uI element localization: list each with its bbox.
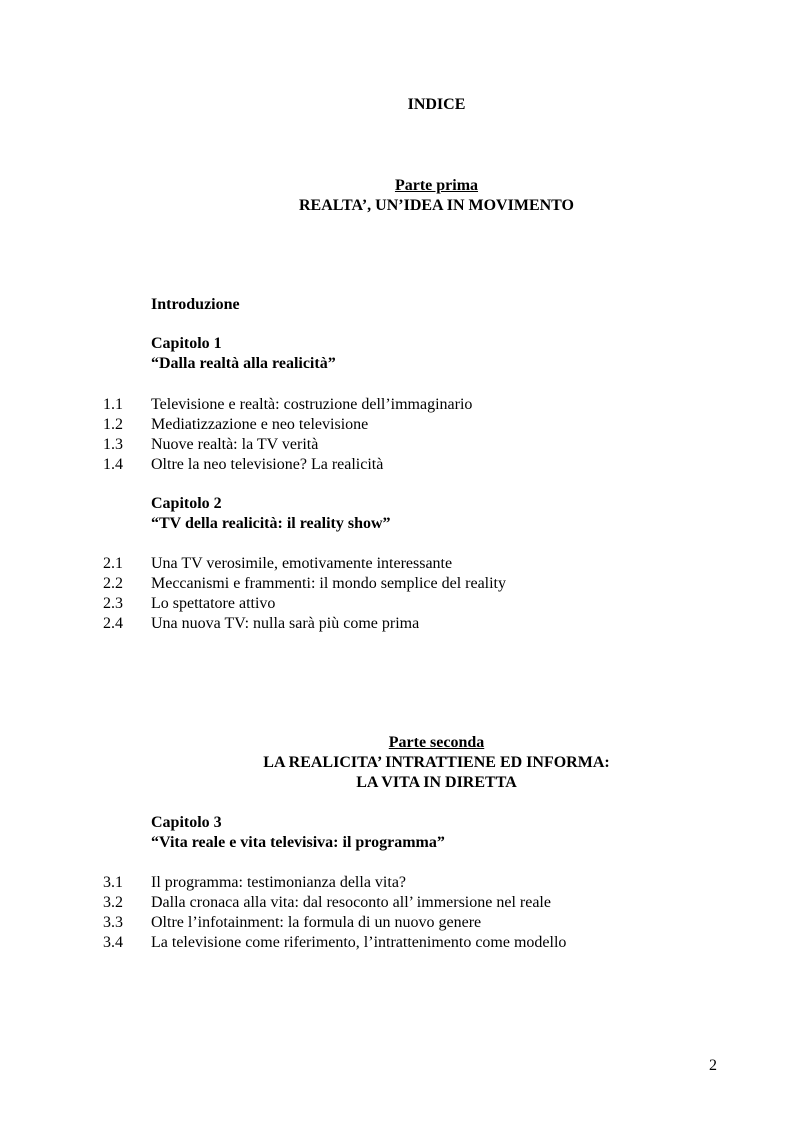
- index-title: INDICE: [407, 96, 466, 113]
- toc-entry: Meccanismi e frammenti: il mondo semplice del reality: [151, 575, 506, 592]
- part2-subtitle-line2: LA VITA IN DIRETTA: [356, 774, 517, 791]
- toc-number: 2.3: [103, 595, 123, 612]
- introduction-heading: Introduzione: [151, 296, 240, 313]
- chapter3-label: Capitolo 3: [151, 814, 222, 831]
- toc-number: 1.2: [103, 416, 123, 433]
- part2-subtitle-line1: LA REALICITA’ INTRATTIENE ED INFORMA:: [263, 754, 610, 771]
- toc-number: 1.1: [103, 396, 123, 413]
- chapter2-title: “TV della realicità: il reality show”: [151, 515, 391, 532]
- chapter1-label: Capitolo 1: [151, 335, 222, 352]
- toc-entry: La televisione come riferimento, l’intrattenimento come modello: [151, 934, 567, 951]
- page-number: 2: [709, 1057, 717, 1074]
- toc-entry: Mediatizzazione e neo televisione: [151, 416, 369, 433]
- toc-number: 3.2: [103, 894, 123, 911]
- toc-entry: Oltre l’infotainment: la formula di un nuovo genere: [151, 914, 482, 931]
- part1-label: Parte prima: [394, 177, 479, 194]
- toc-number: 3.4: [103, 934, 123, 951]
- toc-number: 3.1: [103, 874, 123, 891]
- toc-entry: Una TV verosimile, emotivamente interessante: [151, 555, 453, 572]
- toc-number: 3.3: [103, 914, 123, 931]
- toc-number: 1.3: [103, 436, 123, 453]
- toc-number: 1.4: [103, 456, 123, 473]
- toc-number: 2.2: [103, 575, 123, 592]
- toc-entry: Dalla cronaca alla vita: dal resoconto all’ immersione nel reale: [151, 894, 551, 911]
- chapter1-title: “Dalla realtà alla realicità”: [151, 355, 336, 372]
- toc-entry: Lo spettatore attivo: [151, 595, 276, 612]
- toc-entry: Televisione e realtà: costruzione dell’immaginario: [151, 396, 473, 413]
- chapter3-title: “Vita reale e vita televisiva: il programma”: [151, 834, 445, 851]
- toc-entry: Una nuova TV: nulla sarà più come prima: [151, 615, 420, 632]
- toc-entry: Nuove realtà: la TV verità: [151, 436, 319, 453]
- toc-number: 2.4: [103, 615, 123, 632]
- toc-number: 2.1: [103, 555, 123, 572]
- chapter2-label: Capitolo 2: [151, 495, 222, 512]
- toc-entry: Il programma: testimonianza della vita?: [151, 874, 407, 891]
- part2-label: Parte seconda: [388, 734, 485, 751]
- toc-entry: Oltre la neo televisione? La realicità: [151, 456, 384, 473]
- part1-subtitle: REALTA’, UN’IDEA IN MOVIMENTO: [299, 197, 574, 214]
